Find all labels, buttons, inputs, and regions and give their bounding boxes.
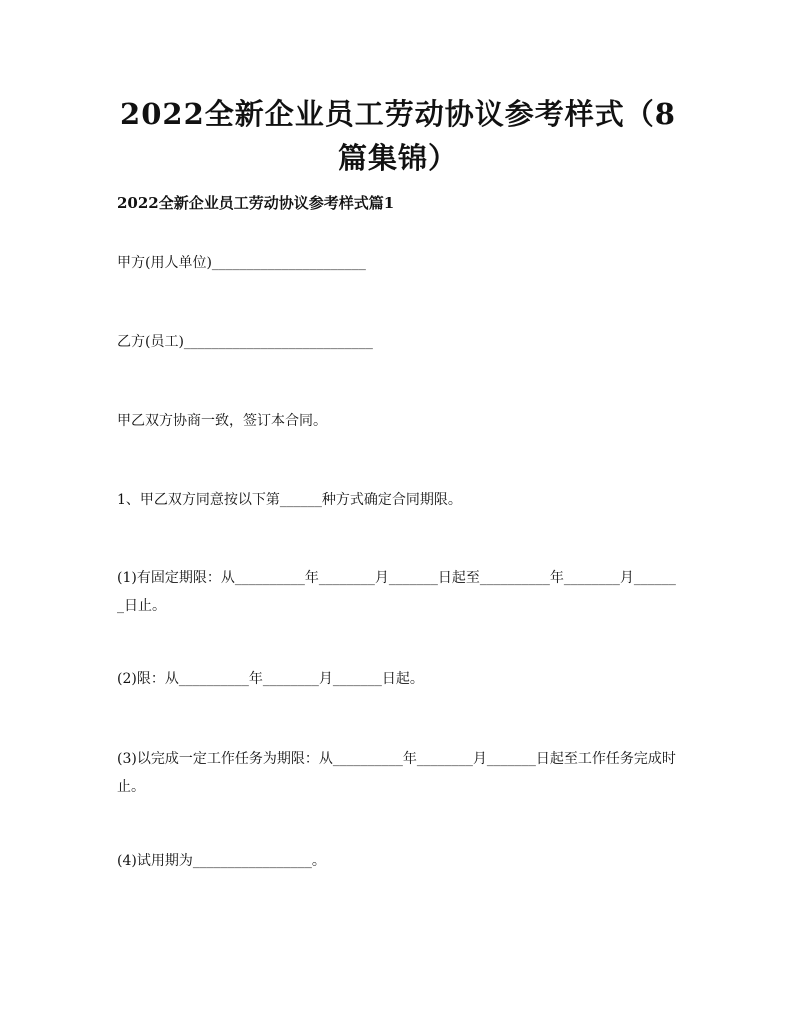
- agreement-intro: 甲乙双方协商一致，签订本合同。: [117, 413, 327, 429]
- section-heading: 2022全新企业员工劳动协议参考样式篇1: [117, 194, 395, 212]
- party-a-line: 甲方(用人单位)______________________: [117, 255, 366, 271]
- clause-1-task-term: (3)以完成一定工作任务为期限：从__________年________月_______日起至工作任务完成时止。: [117, 751, 676, 795]
- party-b-line: 乙方(员工)___________________________: [117, 334, 373, 350]
- clause-1: 1、甲乙双方同意按以下第______种方式确定合同期限。: [117, 492, 462, 508]
- clause-1-open-term: (2)限：从__________年________月_______日起。: [117, 671, 424, 687]
- clause-1-probation: (4)试用期为_________________。: [117, 853, 326, 869]
- clause-1-fixed-term: (1)有固定期限：从__________年________月_______日起至__________年________月_______日止。: [117, 570, 676, 614]
- document-title: 2022全新企业员工劳动协议参考样式（8篇集锦）: [120, 97, 676, 175]
